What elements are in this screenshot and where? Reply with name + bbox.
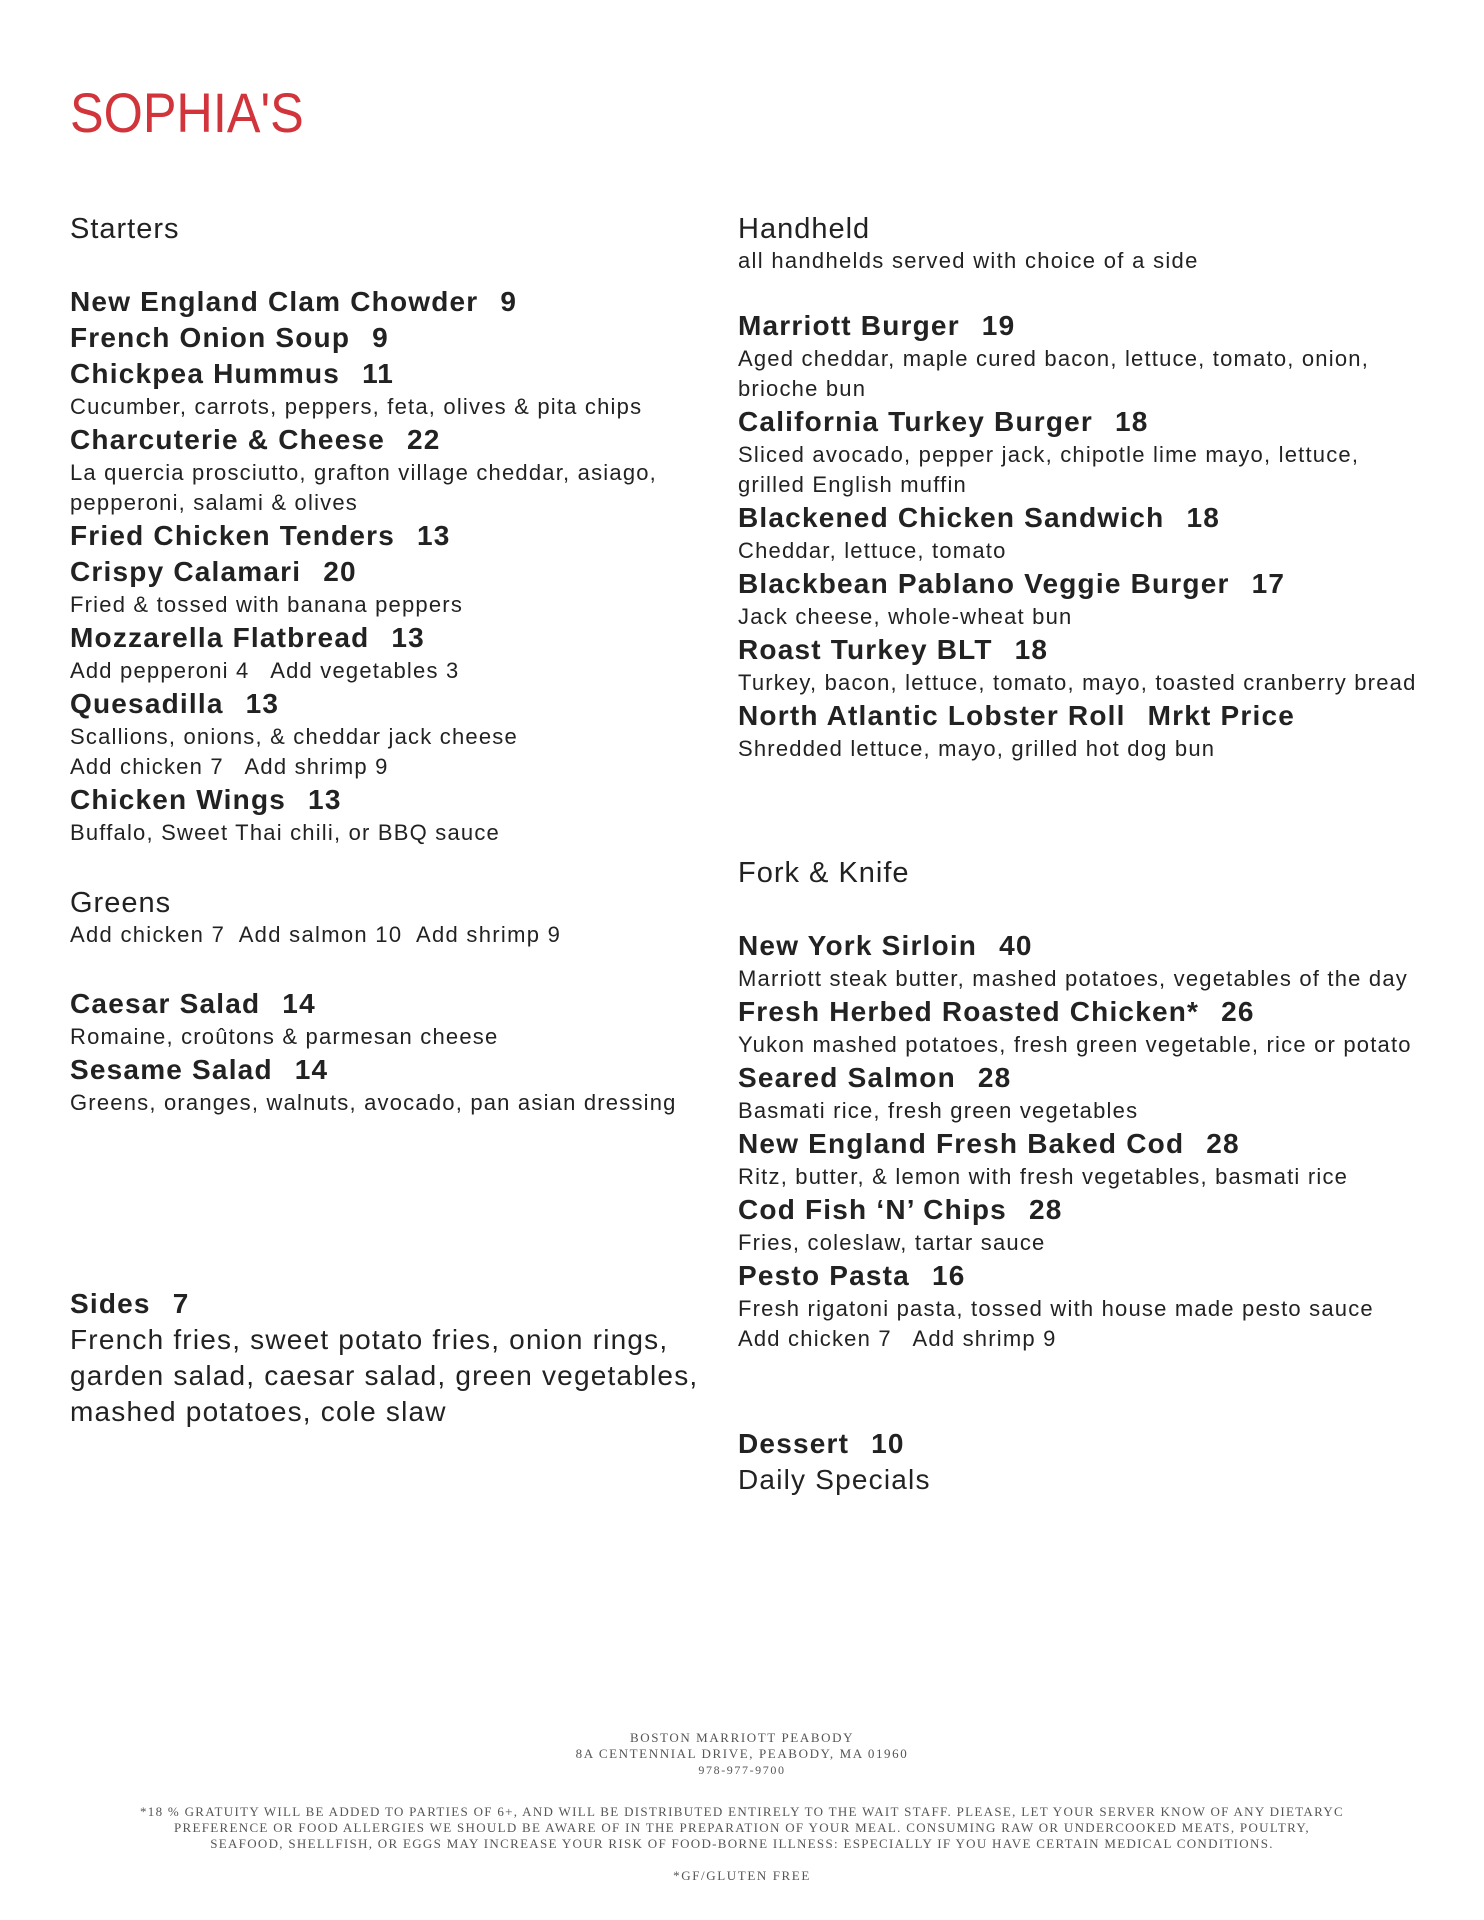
- item-name: Charcuterie & Cheese: [70, 424, 386, 455]
- section-title-greens: Greens: [70, 887, 172, 919]
- item-description: La quercia prosciutto, grafton village cheddar, asiago,: [70, 460, 657, 485]
- item-description: Ritz, butter, & lemon with fresh vegetables, basmati rice: [738, 1164, 1349, 1189]
- sides-line: mashed potatoes, cole slaw: [70, 1396, 447, 1427]
- item-name: Chickpea Hummus: [70, 358, 341, 389]
- right-column: [738, 212, 1458, 1498]
- disclaimer-line: *18 % GRATUITY WILL BE ADDED TO PARTIES OF 6+, AND WILL BE DISTRIBUTED ENTIRELY TO THE WAIT STAFF. PLEASE, LET YOUR SERVER KNOW OF ANY DIETARYC: [139, 1804, 1344, 1819]
- item-price: 13: [416, 520, 451, 551]
- sides-title: Sides: [70, 1288, 151, 1319]
- disclaimer-line: SEAFOOD, SHELLFISH, OR EGGS MAY INCREASE YOUR RISK OF FOOD-BORNE ILLNESS: ESPECIALLY IF YOU HAVE CERTAIN MEDICAL CONDITIONS.: [210, 1836, 1274, 1851]
- item-name: Fresh Herbed Roasted Chicken*: [738, 996, 1200, 1027]
- item-description: Turkey, bacon, lettuce, tomato, mayo, toasted cranberry bread: [738, 670, 1417, 695]
- menu-item: [738, 632, 1458, 698]
- item-price: 28: [977, 1062, 1012, 1093]
- item-price: 22: [407, 424, 441, 455]
- item-description: grilled English muffin: [738, 472, 967, 497]
- venue-phone: 978-977-9700: [698, 1763, 786, 1777]
- item-description: Cheddar, lettuce, tomato: [738, 538, 1007, 563]
- item-price: 13: [245, 688, 280, 719]
- item-description: Shredded lettuce, mayo, grilled hot dog bun: [738, 736, 1216, 761]
- item-description: brioche bun: [738, 376, 867, 401]
- item-price: 40: [999, 930, 1033, 961]
- menu-item: [738, 308, 1458, 404]
- item-name: North Atlantic Lobster Roll: [738, 700, 1126, 731]
- item-description: Greens, oranges, walnuts, avocado, pan asian dressing: [70, 1090, 677, 1115]
- menu-item: [70, 320, 710, 356]
- item-description: Cucumber, carrots, peppers, feta, olives & pita chips: [70, 394, 643, 419]
- item-price: 18: [1115, 406, 1149, 437]
- menu-item: [738, 566, 1458, 632]
- section-note: all handhelds served with choice of a side: [738, 248, 1199, 273]
- item-name: New England Clam Chowder: [70, 286, 479, 317]
- restaurant-title: SOPHIA'S: [70, 81, 304, 144]
- menu-item: [70, 986, 710, 1052]
- item-price: 26: [1221, 996, 1255, 1027]
- menu-item: [738, 928, 1458, 994]
- venue-address: 8A CENTENNIAL DRIVE, PEABODY, MA 01960: [575, 1746, 909, 1761]
- menu-item: [738, 698, 1458, 764]
- item-price: 16: [931, 1260, 966, 1291]
- item-description: Fresh rigatoni pasta, tossed with house made pesto sauce: [738, 1296, 1374, 1321]
- disclaimer-line: PREFERENCE OR FOOD ALLERGIES WE SHOULD BE AWARE OF IN THE PREPARATION OF YOUR MEAL. CONSUMING RAW OR UNDERCOOKED MEATS, POULTRY,: [174, 1820, 1310, 1835]
- menu-item: [70, 1052, 710, 1118]
- item-price: 9: [372, 322, 389, 353]
- item-name: New York Sirloin: [738, 930, 978, 961]
- item-name: Caesar Salad: [70, 988, 261, 1019]
- item-name: Fried Chicken Tenders: [70, 520, 395, 551]
- item-price: 13: [308, 784, 342, 815]
- menu-item: [70, 284, 710, 320]
- menu-item: [70, 518, 710, 554]
- item-description: Jack cheese, whole-wheat bun: [738, 604, 1073, 629]
- menu-item: [70, 686, 710, 782]
- item-name: French Onion Soup: [70, 322, 351, 353]
- item-name: Crispy Calamari: [70, 556, 302, 587]
- item-name: Chicken Wings: [70, 784, 287, 815]
- menu-item: [738, 404, 1458, 500]
- item-description: Add pepperoni 4 Add vegetables 3: [70, 658, 460, 683]
- item-price: 28: [1206, 1128, 1240, 1159]
- dessert-price: 10: [871, 1428, 905, 1459]
- item-name: Blackbean Pablano Veggie Burger: [738, 568, 1230, 599]
- sides-line: French fries, sweet potato fries, onion rings,: [70, 1324, 669, 1355]
- footer-address-block: [40, 1730, 1444, 1778]
- item-description: pepperoni, salami & olives: [70, 490, 359, 515]
- footer-disclaimer: [40, 1804, 1444, 1852]
- item-price: 17: [1251, 568, 1286, 599]
- item-name: Marriott Burger: [738, 310, 960, 341]
- item-description: Yukon mashed potatoes, fresh green vegetable, rice or potato: [738, 1032, 1412, 1057]
- item-price: 14: [294, 1054, 329, 1085]
- item-name: Pesto Pasta: [738, 1260, 910, 1291]
- item-price: 28: [1028, 1194, 1063, 1225]
- menu-item: [738, 994, 1458, 1060]
- item-name: California Turkey Burger: [738, 406, 1094, 437]
- menu-item: [70, 620, 710, 686]
- sides-line: garden salad, caesar salad, green vegetables,: [70, 1360, 699, 1391]
- item-price: 13: [391, 622, 425, 653]
- item-name: Roast Turkey BLT: [738, 634, 993, 665]
- menu-item: [70, 422, 710, 518]
- item-name: Sesame Salad: [70, 1054, 273, 1085]
- item-description: Buffalo, Sweet Thai chili, or BBQ sauce: [70, 820, 500, 845]
- item-price: 18: [1014, 634, 1049, 665]
- venue-name: BOSTON MARRIOTT PEABODY: [629, 1730, 855, 1745]
- item-description: Sliced avocado, pepper jack, chipotle lime mayo, lettuce,: [738, 442, 1360, 467]
- item-price: 9: [500, 286, 518, 317]
- menu-item: [70, 356, 710, 422]
- item-name: New England Fresh Baked Cod: [738, 1128, 1185, 1159]
- section-title-fork-knife: Fork & Knife: [738, 857, 910, 889]
- item-price: 14: [282, 988, 316, 1019]
- item-price: Mrkt Price: [1147, 700, 1295, 731]
- item-price: 11: [362, 358, 395, 389]
- item-price: 18: [1186, 502, 1220, 533]
- item-price: 19: [981, 310, 1016, 341]
- dessert-section: [738, 1426, 1458, 1498]
- sides-price: 7: [172, 1288, 190, 1319]
- footer-gf-note: [40, 1868, 1444, 1884]
- item-description: Fries, coleslaw, tartar sauce: [738, 1230, 1046, 1255]
- item-description: Marriott steak butter, mashed potatoes, vegetables of the day: [738, 966, 1408, 991]
- section-note: Add chicken 7 Add salmon 10 Add shrimp 9: [70, 922, 562, 947]
- item-price: 20: [323, 556, 357, 587]
- menu-item: [738, 1060, 1458, 1126]
- item-description: Scallions, onions, & cheddar jack cheese: [70, 724, 518, 749]
- item-description: Fried & tossed with banana peppers: [70, 592, 464, 617]
- item-name: Cod Fish ‘N’ Chips: [738, 1194, 1007, 1225]
- menu-item: [738, 1126, 1458, 1192]
- item-name: Seared Salmon: [738, 1062, 956, 1093]
- sides-section: [70, 1286, 710, 1430]
- menu-item: [738, 1192, 1458, 1258]
- item-description: Romaine, croûtons & parmesan cheese: [70, 1024, 499, 1049]
- item-description: Aged cheddar, maple cured bacon, lettuce, tomato, onion,: [738, 346, 1370, 371]
- menu-item: [738, 1258, 1458, 1354]
- item-description: Add chicken 7 Add shrimp 9: [70, 754, 389, 779]
- section-title-starters: Starters: [70, 213, 180, 245]
- item-name: Mozzarella Flatbread: [70, 622, 370, 653]
- menu-item: [70, 782, 710, 848]
- item-description: Basmati rice, fresh green vegetables: [738, 1098, 1139, 1123]
- menu-item: [70, 554, 710, 620]
- item-description: Add chicken 7 Add shrimp 9: [738, 1326, 1057, 1351]
- item-name: Quesadilla: [70, 688, 224, 719]
- gluten-free-note: *GF/GLUTEN FREE: [673, 1868, 811, 1883]
- dessert-description: Daily Specials: [738, 1464, 931, 1495]
- item-name: Blackened Chicken Sandwich: [738, 502, 1165, 533]
- section-title-handheld: Handheld: [738, 213, 871, 245]
- dessert-title: Dessert: [738, 1428, 850, 1459]
- left-column: [70, 212, 710, 1430]
- menu-item: [738, 500, 1458, 566]
